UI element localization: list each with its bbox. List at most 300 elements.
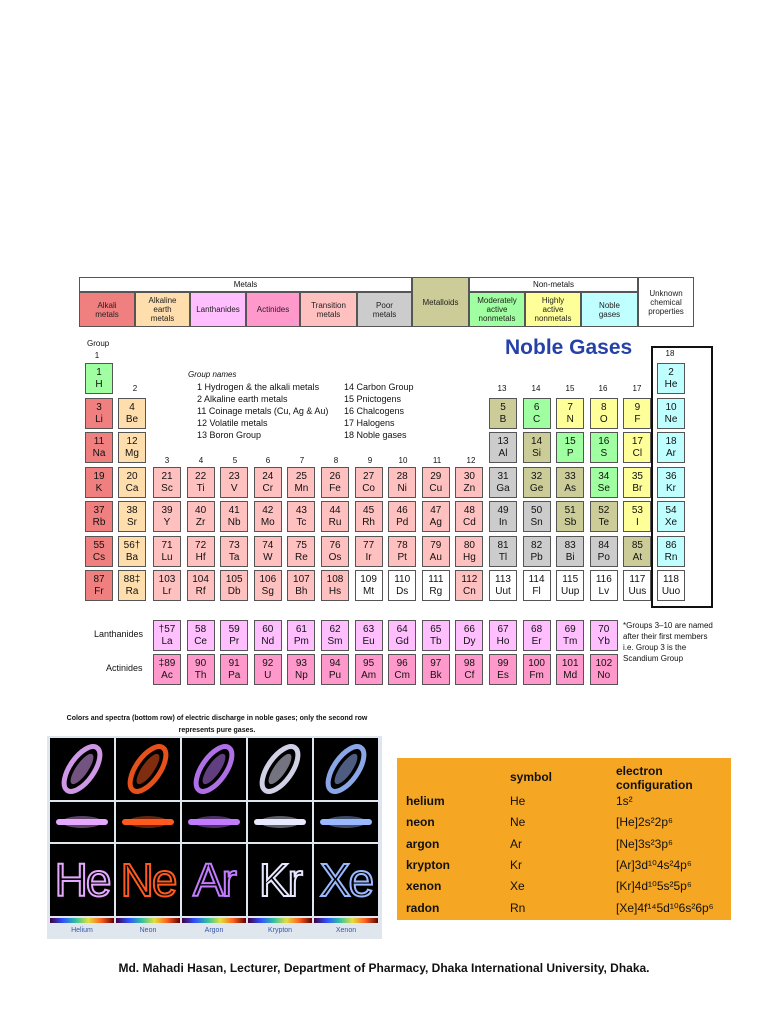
atomic-number: 109 xyxy=(360,574,377,585)
actinides-label: Actinides xyxy=(106,663,143,673)
element-symbol: Ba xyxy=(125,551,139,563)
atomic-number: 46 xyxy=(396,505,408,516)
element-symbol: Es xyxy=(497,670,509,681)
atomic-number: 32 xyxy=(531,470,543,482)
lanthanide-cell xyxy=(523,620,551,651)
tube-photo xyxy=(182,738,246,800)
atomic-number: 38 xyxy=(126,505,138,516)
footnote: *Groups 3–10 are named after their first members i.e. Group 3 is the Scandium Group xyxy=(623,621,713,663)
lanthanide-cell xyxy=(287,620,315,651)
element-cell xyxy=(556,536,584,567)
element-cell xyxy=(489,570,517,601)
table-row xyxy=(397,837,731,858)
actinide-cell xyxy=(187,654,215,685)
actinide-cell xyxy=(355,654,383,685)
gas-config: [He]2s²2p⁶ xyxy=(616,815,673,830)
element-symbol: Hs xyxy=(328,586,342,597)
pure-gas-photo xyxy=(314,802,378,842)
element-symbol: Kr xyxy=(666,482,676,494)
atomic-number: 81 xyxy=(497,539,509,551)
atomic-number: 116 xyxy=(595,574,612,585)
group-number: 6 xyxy=(265,456,271,465)
element-symbol: Ac xyxy=(161,670,173,681)
letters-photo xyxy=(116,844,180,916)
atomic-number: 47 xyxy=(430,505,442,516)
element-cell xyxy=(187,536,215,567)
element-symbol: O xyxy=(599,413,608,425)
group-name-item: 2 Alkaline earth metals xyxy=(197,394,288,404)
noble-gas-bracket xyxy=(651,346,713,608)
gas-letters: He xyxy=(54,854,110,906)
letters-photo xyxy=(182,844,246,916)
gas-config: [Ar]3d¹⁰4s²4p⁶ xyxy=(616,857,692,872)
element-cell xyxy=(254,467,282,498)
element-symbol: Yb xyxy=(597,636,610,647)
element-symbol: Tc xyxy=(296,517,307,528)
gas-discharge-photos xyxy=(47,736,382,939)
atomic-number: 85 xyxy=(631,539,643,551)
element-symbol: In xyxy=(498,517,508,528)
element-symbol: Pm xyxy=(293,636,309,647)
actinide-cell xyxy=(220,654,248,685)
atomic-number: 83 xyxy=(564,539,576,551)
atomic-number: ‡89 xyxy=(158,658,176,669)
actinide-cell xyxy=(254,654,282,685)
gas-config: [Xe]4f¹⁴5d¹⁰6s²6p⁶ xyxy=(616,900,714,915)
element-symbol: Er xyxy=(531,636,542,647)
group-names-right xyxy=(344,381,414,441)
element-symbol: Ta xyxy=(228,551,240,563)
element-symbol: Zr xyxy=(195,517,206,528)
element-symbol: Ra xyxy=(125,586,139,597)
atomic-number: 23 xyxy=(228,470,240,482)
lanthanide-cell xyxy=(220,620,248,651)
element-cell xyxy=(187,501,215,532)
element-cell xyxy=(489,467,517,498)
element-symbol: At xyxy=(632,551,643,563)
element-symbol: K xyxy=(95,482,103,494)
group-number: 5 xyxy=(232,456,238,465)
element-symbol: Lu xyxy=(161,551,173,563)
element-symbol: Bi xyxy=(565,551,575,563)
atomic-number: 108 xyxy=(326,574,344,585)
noble-gases-title: Noble Gases xyxy=(505,336,633,359)
element-symbol: Np xyxy=(294,670,308,681)
lanthanide-cell xyxy=(556,620,584,651)
group-names-title: Group names xyxy=(188,370,237,379)
element-symbol: Fm xyxy=(529,670,544,681)
element-cell xyxy=(523,501,551,532)
element-cell xyxy=(220,467,248,498)
group-label: Group xyxy=(87,339,110,348)
tube-photo xyxy=(50,738,114,800)
element-cell xyxy=(623,432,651,463)
element-cell xyxy=(623,570,651,601)
element-symbol: Ce xyxy=(194,636,207,647)
atomic-number: 70 xyxy=(598,624,610,635)
lanthanide-cell xyxy=(254,620,282,651)
element-cell xyxy=(118,536,146,567)
element-cell xyxy=(422,467,450,498)
pure-gas-photo xyxy=(248,802,312,842)
atomic-number: 9 xyxy=(634,401,641,413)
element-symbol: Sm xyxy=(327,636,343,647)
atomic-number: 14 xyxy=(531,436,543,447)
element-cell xyxy=(556,398,584,429)
letters-photo xyxy=(50,844,114,916)
spectrum-bar xyxy=(116,918,180,923)
gas-label: Xenon xyxy=(335,927,357,934)
element-symbol: Rn xyxy=(664,551,678,563)
element-cell xyxy=(118,570,146,601)
element-cell xyxy=(422,536,450,567)
element-symbol: Be xyxy=(125,413,139,425)
atomic-number: 34 xyxy=(598,470,610,482)
atomic-number: 107 xyxy=(293,574,310,585)
element-cell xyxy=(355,536,383,567)
group-name-item: 15 Pnictogens xyxy=(344,394,402,404)
electron-config-table xyxy=(397,758,731,920)
element-symbol: Pt xyxy=(397,551,407,563)
atomic-number: 3 xyxy=(96,401,102,413)
element-symbol: Lv xyxy=(598,586,610,597)
element-cell xyxy=(590,536,618,567)
group-number: 2 xyxy=(132,384,138,393)
element-cell xyxy=(321,467,349,498)
element-cell xyxy=(489,501,517,532)
group-number: 13 xyxy=(497,384,507,393)
table-row xyxy=(397,879,731,900)
element-cell xyxy=(455,536,483,567)
atomic-number: 54 xyxy=(665,505,677,516)
letters-photo xyxy=(314,844,378,916)
atomic-number: 118 xyxy=(663,574,679,585)
lanthanide-cell xyxy=(355,620,383,651)
element-symbol: Sg xyxy=(261,586,274,597)
element-cell xyxy=(220,536,248,567)
element-cell xyxy=(287,467,315,498)
atomic-number: 8 xyxy=(601,401,607,413)
element-cell xyxy=(556,570,584,601)
element-cell xyxy=(489,536,517,567)
element-symbol: Pd xyxy=(396,517,409,528)
atomic-number: 16 xyxy=(598,436,610,447)
element-symbol: Y xyxy=(163,517,171,528)
element-symbol: Xe xyxy=(664,517,678,528)
element-symbol: Ni xyxy=(397,482,407,494)
atomic-number: 74 xyxy=(262,539,274,551)
element-cell xyxy=(523,398,551,429)
element-cell xyxy=(623,467,651,498)
atomic-number: 45 xyxy=(363,505,375,516)
element-cell xyxy=(153,501,181,532)
element-symbol: Ga xyxy=(496,482,510,494)
element-symbol: Li xyxy=(95,413,103,425)
legend-unknown: Unknown chemical properties xyxy=(638,277,694,327)
element-symbol: Te xyxy=(598,517,610,528)
header-config: electron configuration xyxy=(616,764,693,792)
lanthanide-cell xyxy=(187,620,215,651)
element-cell xyxy=(455,501,483,532)
atomic-number: 65 xyxy=(430,624,442,635)
element-symbol: Se xyxy=(597,482,610,494)
gas-symbol: Rn xyxy=(510,900,526,915)
element-symbol: As xyxy=(564,482,577,494)
atomic-number: 58 xyxy=(195,624,207,635)
group-name-item: 13 Boron Group xyxy=(197,430,262,440)
atomic-number: 69 xyxy=(564,624,576,635)
group-number: 14 xyxy=(531,384,541,393)
atomic-number: 12 xyxy=(126,436,138,447)
element-cell xyxy=(220,501,248,532)
atomic-number: 117 xyxy=(629,574,646,585)
atomic-number: 64 xyxy=(396,624,408,635)
atomic-number: 106 xyxy=(259,574,277,585)
pure-gas-photo xyxy=(182,802,246,842)
lanthanide-cell xyxy=(590,620,618,651)
atomic-number: 88‡ xyxy=(123,574,141,585)
element-cell xyxy=(355,501,383,532)
atomic-number: 62 xyxy=(329,624,341,635)
table-header xyxy=(397,764,731,798)
atomic-number: 112 xyxy=(461,574,478,585)
gas-label: Neon xyxy=(139,927,157,934)
table-row xyxy=(397,794,731,815)
group-number: 11 xyxy=(432,456,442,465)
table-row xyxy=(397,901,731,922)
element-symbol: Uus xyxy=(628,586,647,597)
element-cell xyxy=(153,536,181,567)
element-symbol: Sb xyxy=(564,517,577,528)
gas-config: 1s² xyxy=(616,794,633,808)
element-symbol: Na xyxy=(92,448,106,459)
atomic-number: 90 xyxy=(195,658,207,669)
lanthanide-cell xyxy=(455,620,483,651)
gas-name: radon xyxy=(406,900,440,915)
element-symbol: Mg xyxy=(125,448,139,459)
element-symbol: Cu xyxy=(429,482,443,494)
actinide-cell xyxy=(153,654,181,685)
element-symbol: Zn xyxy=(463,482,476,494)
actinide-cell xyxy=(422,654,450,685)
element-symbol: H xyxy=(95,379,103,390)
group-number: 12 xyxy=(466,456,476,465)
atomic-number: 24 xyxy=(262,470,274,482)
lanthanide-cell xyxy=(321,620,349,651)
element-symbol: Ca xyxy=(125,482,139,494)
group-number: 9 xyxy=(367,456,373,465)
element-cell xyxy=(254,570,282,601)
gas-name: argon xyxy=(406,836,440,851)
table-row xyxy=(397,858,731,879)
spectrum-bar xyxy=(50,918,114,923)
element-symbol: Ru xyxy=(328,517,342,528)
photo-caption: Colors and spectra (bottom row) of electric discharge in noble gases; only the second row represents pure gases. xyxy=(66,715,368,734)
atomic-number: 55 xyxy=(93,539,105,551)
element-cell xyxy=(220,570,248,601)
atomic-number: 6 xyxy=(533,401,540,413)
atomic-number: 1 xyxy=(96,367,102,378)
gas-letters: Ar xyxy=(193,854,235,906)
actinide-cell xyxy=(388,654,416,685)
atomic-number: 4 xyxy=(129,401,135,413)
element-cell xyxy=(321,501,349,532)
atomic-number: 18 xyxy=(665,436,677,447)
gas-label: Helium xyxy=(71,927,93,934)
element-cell xyxy=(422,501,450,532)
atomic-number: 5 xyxy=(500,401,506,413)
legend-alkaline: Alkaline earth metals xyxy=(135,292,190,327)
atomic-number: 102 xyxy=(595,658,613,669)
atomic-number: 115 xyxy=(562,574,579,585)
element-cell xyxy=(388,536,416,567)
atomic-number: 93 xyxy=(295,658,307,669)
atomic-number: 84 xyxy=(598,539,610,551)
element-cell xyxy=(523,432,551,463)
element-cell xyxy=(556,501,584,532)
legend-nonmetals-header: Non-metals xyxy=(469,277,638,292)
group-names-left xyxy=(197,381,328,441)
legend-noble: Noble gases xyxy=(581,292,638,327)
element-symbol: U xyxy=(264,670,272,681)
atomic-number: 10 xyxy=(665,401,677,413)
atomic-number: 44 xyxy=(329,505,341,516)
atomic-number: 26 xyxy=(329,470,341,482)
atomic-number: 104 xyxy=(192,574,209,585)
element-symbol: Fr xyxy=(94,586,104,597)
gas-letters: Xe xyxy=(319,854,373,906)
element-symbol: La xyxy=(161,636,173,647)
gas-symbol: Kr xyxy=(510,857,522,872)
element-cell xyxy=(623,501,651,532)
element-cell xyxy=(118,501,146,532)
element-cell xyxy=(623,536,651,567)
group-number: 16 xyxy=(598,384,608,393)
element-symbol: Mn xyxy=(294,482,309,494)
atomic-number: 80 xyxy=(463,539,475,551)
atomic-number: 91 xyxy=(228,658,240,669)
atomic-number: 87 xyxy=(93,574,105,585)
element-cell xyxy=(321,536,349,567)
group-name-item: 18 Noble gases xyxy=(344,430,407,440)
element-cell xyxy=(254,536,282,567)
atomic-number: 110 xyxy=(394,574,411,585)
element-symbol: Ar xyxy=(666,448,676,459)
element-symbol: Rh xyxy=(362,517,375,528)
element-symbol: Ds xyxy=(396,586,409,597)
atomic-number: 66 xyxy=(463,624,475,635)
tube-photo xyxy=(116,738,180,800)
gas-label: Krypton xyxy=(267,927,293,934)
atomic-number: 61 xyxy=(295,624,307,635)
element-symbol: Tl xyxy=(498,551,508,563)
header-symbol: symbol xyxy=(510,770,553,784)
atomic-number: 53 xyxy=(631,505,643,516)
element-cell xyxy=(85,501,113,532)
atomic-number: 77 xyxy=(363,539,375,551)
element-cell xyxy=(287,501,315,532)
element-cell xyxy=(455,467,483,498)
element-symbol: Rb xyxy=(92,517,106,528)
element-symbol: Cs xyxy=(92,551,106,563)
element-cell xyxy=(85,432,113,463)
element-symbol: Dy xyxy=(463,636,476,647)
legend-alkali: Alkali metals xyxy=(79,292,135,327)
group-number: 10 xyxy=(398,456,408,465)
gas-config: [Kr]4d¹⁰5s²5p⁶ xyxy=(616,879,692,894)
element-symbol: N xyxy=(566,413,574,425)
element-symbol: S xyxy=(600,448,608,459)
element-cell xyxy=(153,467,181,498)
atomic-number: 73 xyxy=(228,539,240,551)
group-number: 3 xyxy=(164,456,170,465)
atomic-number: 95 xyxy=(363,658,375,669)
group-number: 8 xyxy=(333,456,339,465)
group-number: 7 xyxy=(299,456,305,465)
gas-name: helium xyxy=(406,794,445,808)
element-symbol: V xyxy=(230,482,238,494)
atomic-number: 71 xyxy=(161,539,173,551)
group-name-item: 14 Carbon Group xyxy=(344,382,414,392)
actinide-cell xyxy=(590,654,618,685)
group-name-item: 12 Volatile metals xyxy=(197,418,268,428)
element-symbol: Cr xyxy=(262,482,274,494)
element-symbol: Cl xyxy=(632,448,643,459)
spectrum-bar xyxy=(182,918,246,923)
atomic-number: 63 xyxy=(363,624,375,635)
atomic-number: 92 xyxy=(262,658,274,669)
legend-lanthanides: Lanthanides xyxy=(190,292,246,327)
element-cell xyxy=(85,570,113,601)
legend-highly: Highly active nonmetals xyxy=(525,292,581,327)
element-symbol: Br xyxy=(632,482,643,494)
atomic-number: 17 xyxy=(631,436,643,447)
spectrum-bar xyxy=(314,918,378,923)
element-symbol: Ag xyxy=(429,517,442,528)
element-symbol: Hf xyxy=(195,551,206,563)
gas-letters: Kr xyxy=(259,854,301,906)
atomic-number: 43 xyxy=(295,505,307,516)
atomic-number: 105 xyxy=(225,574,243,585)
table-row xyxy=(397,815,731,836)
gas-name: krypton xyxy=(406,857,451,872)
actinide-cell xyxy=(489,654,517,685)
element-cell xyxy=(287,570,315,601)
element-symbol: P xyxy=(566,448,574,459)
element-cell xyxy=(355,467,383,498)
legend-actinides: Actinides xyxy=(246,292,300,327)
element-cell xyxy=(85,363,113,394)
atomic-number: 35 xyxy=(631,470,643,482)
pure-gas-photo xyxy=(50,802,114,842)
atomic-number: 78 xyxy=(396,539,408,551)
atomic-number: 39 xyxy=(161,505,173,516)
element-symbol: Th xyxy=(194,670,207,681)
gas-symbol: Xe xyxy=(510,879,525,894)
atomic-number: 33 xyxy=(564,470,576,482)
element-cell xyxy=(489,432,517,463)
element-symbol: Pb xyxy=(530,551,543,563)
atomic-number: 52 xyxy=(598,505,610,516)
element-symbol: Si xyxy=(532,448,542,459)
element-cell xyxy=(321,570,349,601)
element-symbol: Ti xyxy=(196,482,205,494)
element-symbol: Tb xyxy=(429,636,442,647)
element-cell xyxy=(556,467,584,498)
gas-symbol: Ar xyxy=(510,836,522,851)
legend-moderate: Moderately active nonmetals xyxy=(469,292,525,327)
atomic-number: 94 xyxy=(329,658,341,669)
